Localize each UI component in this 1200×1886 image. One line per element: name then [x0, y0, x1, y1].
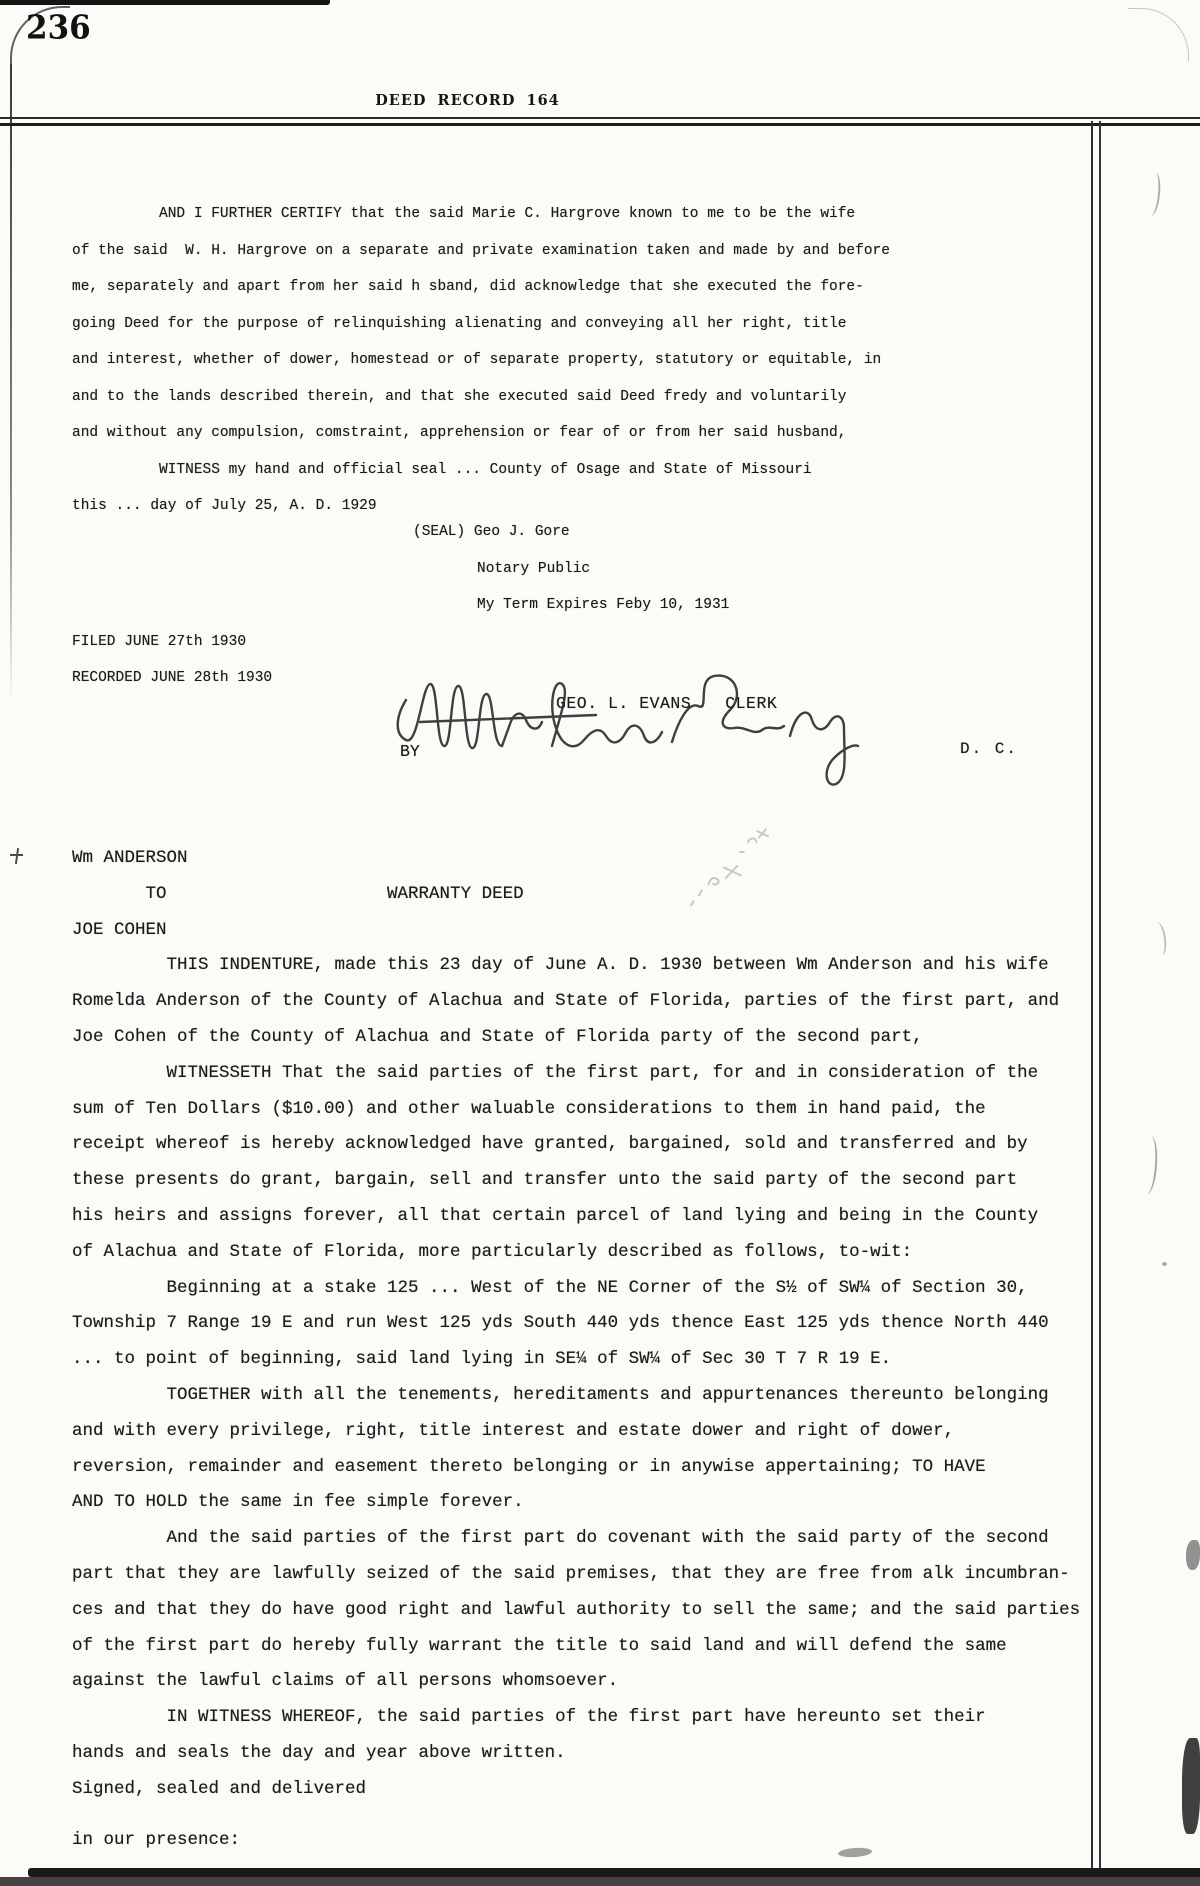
header-rule-top — [0, 117, 1200, 119]
text-line: against the lawful claims of all persons whomsoever. — [72, 1671, 619, 1692]
deputy-clerk-initials: D. C. — [960, 740, 1019, 758]
text-line: and interest, whether of dower, homestead or of separate property, statutory or equitable, in — [72, 352, 882, 368]
text-line: and to the lands described therein, and that she executed said Deed fredy and voluntarily — [72, 388, 847, 405]
right-margin-rule-outer — [1091, 121, 1093, 1872]
scan-bottom-edge — [28, 1868, 1200, 1877]
text-line: Beginning at a stake 125 ... West of the NE Corner of the S½ of SW¼ of Section 30, — [72, 1277, 1028, 1298]
text-line: of the said W. H. Hargrove on a separate and private examination taken and made by and before — [72, 242, 890, 259]
text-line: TO WARRANTY DEED — [72, 883, 524, 904]
scan-artifact — [838, 1847, 873, 1858]
text-line: WITNESSETH That the said parties of the first part, for and in consideration of the — [72, 1062, 1039, 1083]
notary-title-line: Notary Public — [477, 561, 591, 577]
text-line: receipt whereof is hereby acknowledged have granted, bargained, sold and transferred and by — [72, 1134, 1028, 1155]
text-line: part that they are lawfully seized of the said premises, that they are free from alk incumbran- — [72, 1563, 1070, 1584]
by-label: BY — [400, 742, 420, 761]
scan-artifact — [1150, 921, 1169, 957]
text-line: hands and seals the day and year above written. — [72, 1742, 566, 1763]
clerk-name: GEO. L. EVANS — [556, 694, 692, 713]
clerk-title: CLERK — [725, 694, 778, 713]
text-line: these presents do grant, bargain, sell and transfer unto the said party of the second part — [72, 1170, 1018, 1191]
presence-line: in our presence: — [72, 1830, 241, 1850]
text-line: of the first part do hereby fully warrant the title to said land and will defend the same — [72, 1635, 1007, 1656]
certification-paragraph — [72, 196, 890, 525]
scan-artifact — [1162, 1262, 1167, 1266]
text-line: WITNESS my hand and official seal ... County of Osage and State of Missouri — [72, 461, 812, 478]
margin-mark — [10, 848, 24, 864]
scan-artifact — [1186, 1540, 1200, 1570]
scan-top-edge — [0, 0, 330, 5]
text-line: going Deed for the purpose of relinquishing alienating and conveying all her right, title — [72, 315, 847, 332]
text-line: ... to point of beginning, said land lying in SE¼ of SW¼ of Sec 30 T 7 R 19 E. — [72, 1349, 892, 1370]
text-line: ces and that they do have good right and lawful authority to sell the same; and the said parties — [72, 1599, 1081, 1620]
text-line: and without any compulsion, comstraint, apprehension or fear of or from her said husband, — [72, 425, 847, 441]
text-line: AND TO HOLD the same in fee simple forever. — [72, 1492, 524, 1513]
text-line: Signed, sealed and delivered — [72, 1778, 367, 1799]
scan-artifact — [1139, 1136, 1159, 1195]
text-line: JOE COHEN — [72, 919, 167, 940]
clerk-signature-script — [392, 666, 862, 801]
filed-date-line: FILED JUNE 27th 1930 — [72, 634, 247, 650]
right-margin-rule-inner — [1099, 121, 1101, 1872]
scan-bottom-shadow — [0, 1877, 1200, 1886]
page-left-edge — [10, 64, 12, 704]
scan-artifact — [1144, 171, 1163, 216]
notary-seal-line: (SEAL) Geo J. Gore — [413, 524, 570, 540]
text-line: Township 7 Range 19 E and run West 125 yds South 440 yds thence East 125 yds thence North 440 — [72, 1313, 1049, 1334]
scan-artifact — [1182, 1738, 1200, 1834]
text-line: me, separately and apart from her said h sband, did acknowledge that she executed the fore- — [72, 279, 864, 295]
text-line: and with every privilege, right, title interest and estate dower and right of dower, — [72, 1420, 955, 1441]
text-line: IN WITNESS WHEREOF, the said parties of the first part have hereunto set their — [72, 1707, 986, 1728]
text-line: his heirs and assigns forever, all that certain parcel of land lying and being in the County — [72, 1205, 1039, 1226]
book-header: DEED RECORD 164 — [375, 92, 560, 109]
text-line: TOGETHER with all the tenements, hereditaments and appurtenances thereunto belonging — [72, 1384, 1049, 1405]
text-line: sum of Ten Dollars ($10.00) and other waluable considerations to them in hand paid, the — [72, 1098, 986, 1119]
text-line: Wm ANDERSON — [72, 848, 188, 868]
text-line: Romelda Anderson of the County of Alachua and State of Florida, parties of the first part, and — [72, 991, 1060, 1012]
warranty-deed-body — [72, 841, 1080, 1808]
text-line: reversion, remainder and easement thereto belonging or in anywise appertaining; TO HAVE — [72, 1456, 986, 1477]
text-line: Joe Cohen of the County of Alachua and State of Florida party of the second part, — [72, 1026, 923, 1047]
notary-term-line: My Term Expires Feby 10, 1931 — [477, 597, 730, 613]
page-corner-curve-right — [1128, 8, 1189, 61]
text-line: AND I FURTHER CERTIFY that the said Marie C. Hargrove known to me to be the wife — [72, 206, 856, 222]
header-rule-bottom — [0, 123, 1200, 126]
recorded-date-line: RECORDED JUNE 28th 1930 — [72, 670, 273, 686]
text-line: THIS INDENTURE, made this 23 day of June A. D. 1930 between Wm Anderson and his wife — [72, 955, 1049, 976]
text-line: And the said parties of the first part do covenant with the said party of the second — [72, 1528, 1049, 1549]
text-line: of Alachua and State of Florida, more particularly described as follows, to-wit: — [72, 1241, 913, 1262]
text-line: this ... day of July 25, A. D. 1929 — [72, 498, 377, 514]
page-number: 236 — [26, 9, 91, 47]
